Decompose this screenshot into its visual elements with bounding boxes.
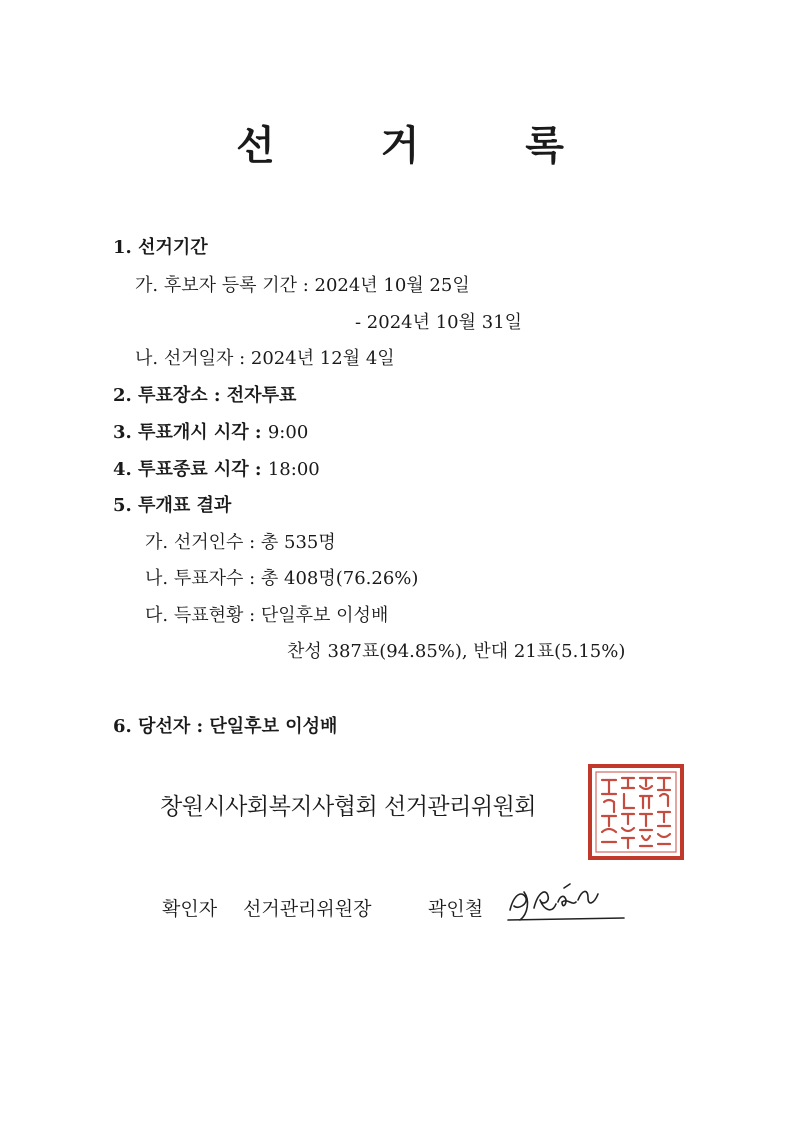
election-date: 나. 선거일자 : 2024년 12월 4일 <box>135 348 395 369</box>
organization-name: 창원시사회복지사협회 선거관리위원회 <box>160 794 537 820</box>
confirmer-name: 곽인철 <box>428 898 484 920</box>
section-4-voting-end <box>113 458 320 482</box>
voter-count: 나. 투표자수 : 총 408명(76.26%) <box>145 568 419 589</box>
candidate-registration-period-end: - 2024년 10월 31일 <box>355 312 523 333</box>
section-4-label: 4. 투표종료 시각 : <box>113 459 268 480</box>
section-3-voting-start <box>113 421 308 445</box>
vote-status: 다. 득표현황 : 단일후보 이성배 <box>145 605 389 626</box>
section-2-voting-place: 2. 투표장소 : 전자투표 <box>113 385 297 406</box>
official-seal <box>588 764 684 860</box>
confirmer-role: 선거관리위원장 <box>243 898 372 920</box>
section-6-winner: 6. 당선자 : 단일후보 이성배 <box>113 716 338 737</box>
document-title: 선 거 록 <box>236 123 610 169</box>
section-5-heading: 5. 투개표 결과 <box>113 495 232 516</box>
electorate-count: 가. 선거인수 : 총 535명 <box>145 532 336 553</box>
section-1-heading: 1. 선거기간 <box>113 237 208 258</box>
handwritten-signature <box>504 880 628 926</box>
section-3-value: 9:00 <box>267 422 309 443</box>
section-3-label: 3. 투표개시 시각 : <box>113 422 268 443</box>
confirmer-label: 확인자 <box>162 898 218 920</box>
candidate-registration-period: 가. 후보자 등록 기간 : 2024년 10월 25일 <box>135 275 470 296</box>
section-4-value: 18:00 <box>267 459 320 480</box>
vote-result-detail: 찬성 387표(94.85%), 반대 21표(5.15%) <box>287 641 626 662</box>
